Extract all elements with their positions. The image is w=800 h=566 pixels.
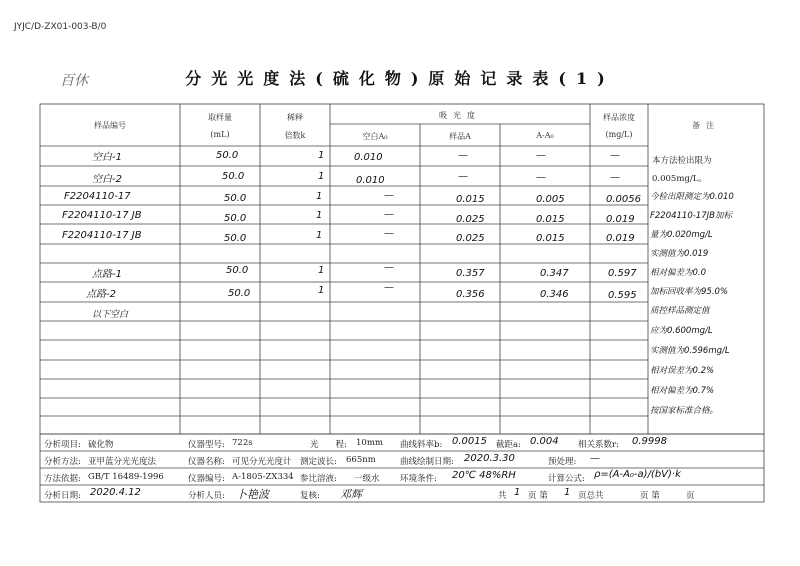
form-code: JYJC/D-ZX01-003-B/0: [14, 22, 107, 32]
footer-page-total: 1: [514, 487, 521, 498]
footer-reviewer-label: 复核:: [300, 491, 320, 501]
header-sample-vol-unit: (mL): [210, 130, 230, 139]
footer-item-value: 硫化物: [88, 440, 114, 450]
row-3-diff: 0.005: [536, 194, 565, 205]
footer-method-value: 亚甲蓝分光光度法: [88, 457, 157, 467]
remark-line-9: 实测值为0.596mg/L: [650, 346, 730, 356]
row-3-conc: 0.0056: [606, 194, 641, 205]
row-2-vol: 50.0: [222, 171, 245, 182]
row-1-sample-id: 空白-1: [92, 152, 122, 163]
row-7-a: 0.356: [456, 289, 485, 300]
row-4-a: 0.025: [456, 214, 485, 225]
row-2-conc: —: [610, 172, 620, 183]
remark-line-12: 按国家标准合格。: [650, 406, 719, 416]
header-sample-a: 样品A: [449, 132, 471, 141]
footer-page-text-5: 页: [686, 491, 695, 501]
row-1-diff: —: [536, 150, 546, 161]
footer-instrument-name-label: 仪器名称:: [188, 457, 225, 467]
row-4-vol: 50.0: [224, 213, 247, 224]
header-a-minus-a0: A-A₀: [536, 131, 554, 140]
footer-basis-value: GB/T 16489-1996: [88, 472, 164, 482]
row-5-sample-id: F2204110-17 JB: [62, 230, 142, 241]
row-4-diff: 0.015: [536, 214, 565, 225]
row-2-k: 1: [318, 171, 325, 182]
row-5-a0: —: [384, 228, 394, 239]
remark-line-2: F2204110-17JB加标: [650, 211, 732, 221]
row-2-sample-id: 空白-2: [92, 174, 122, 185]
header-sample-no: 样品编号: [94, 121, 126, 130]
row-1-a0: 0.010: [354, 152, 383, 163]
row-6-sample-id: 点路-1: [92, 269, 122, 280]
footer-item-label: 分析项目:: [44, 440, 81, 450]
footer-intercept-label: 截距a:: [496, 440, 521, 450]
remark-line-6: 加标回收率为95.0%: [650, 287, 729, 297]
row-2-a0: 0.010: [356, 175, 385, 186]
row-6-diff: 0.347: [540, 268, 569, 279]
remark-line-4: 实测值为0.019: [650, 249, 709, 259]
row-4-conc: 0.019: [606, 214, 635, 225]
footer-analyst-label: 分析人员:: [188, 491, 225, 501]
footer-wavelength-value: 665nm: [346, 455, 376, 465]
row-2-diff: —: [536, 172, 546, 183]
footer-method-label: 分析方法:: [44, 457, 81, 467]
row-5-a: 0.025: [456, 233, 485, 244]
footer-pretreat-label: 预处理:: [548, 457, 577, 467]
footer-page-current: 1: [564, 487, 571, 498]
row-1-k: 1: [318, 150, 325, 161]
row-8-sample-id: 以下空白: [92, 310, 129, 320]
remark-line-7: 质控样品测定值: [650, 306, 710, 316]
footer-instrument-name-value: 可见分光光度计: [232, 457, 292, 467]
footer-curve-date-label: 曲线绘制日期:: [400, 457, 454, 467]
footer-corr-value: 0.9998: [632, 436, 667, 447]
header-sample-vol: 取样量: [208, 113, 232, 122]
footer-formula-value: ρ=(A-A₀-a)/(bV)·k: [594, 469, 681, 480]
header-absorbance: 吸光度: [439, 111, 481, 120]
row-5-vol: 50.0: [224, 233, 247, 244]
footer-page-text-3: 页总共: [578, 491, 604, 501]
row-7-vol: 50.0: [228, 288, 251, 299]
header-remarks: 备注: [692, 121, 720, 130]
remarks-printed: 本方法检出限为0.005mg/L。: [652, 156, 712, 184]
row-6-vol: 50.0: [226, 265, 249, 276]
footer-ref-label: 参比溶液:: [300, 474, 337, 484]
remark-line-10: 相对误差为0.2%: [650, 366, 715, 376]
footer-instrument-no-label: 仪器编号:: [188, 474, 225, 484]
remark-line-5: 相对偏差为0.0: [650, 268, 707, 278]
row-3-a0: —: [384, 190, 394, 201]
row-6-a: 0.357: [456, 268, 485, 279]
footer-page-text-4: 页 第: [640, 491, 660, 501]
row-4-k: 1: [316, 210, 323, 221]
stamp-mark: 百休: [60, 73, 88, 89]
row-1-conc: —: [610, 150, 620, 161]
row-6-conc: 0.597: [608, 268, 637, 279]
row-4-a0: —: [384, 209, 394, 220]
remark-line-1: 今检出限测定为0.010: [650, 192, 734, 202]
footer-instrument-model-label: 仪器型号:: [188, 440, 225, 450]
remark-line-3: 量为0.020mg/L: [650, 230, 713, 240]
footer-corr-label: 相关系数r:: [578, 440, 619, 450]
header-conc-unit: (mg/L): [605, 130, 633, 139]
row-3-vol: 50.0: [224, 193, 247, 204]
footer-pretreat-value: —: [590, 453, 600, 464]
footer-env-value: 20℃ 48%RH: [452, 470, 516, 481]
row-3-k: 1: [316, 191, 323, 202]
footer-analyst-value: 卜艳波: [236, 488, 269, 501]
footer-date-value: 2020.4.12: [90, 487, 141, 498]
remark-line-8: 应为0.600mg/L: [650, 326, 713, 336]
footer-reviewer-value: 邓辉: [340, 488, 362, 501]
row-3-a: 0.015: [456, 194, 485, 205]
header-dilution: 稀释: [287, 113, 303, 122]
footer-instrument-no-value: A-1805-ZX334: [232, 472, 294, 482]
footer-page-text-1: 共: [498, 491, 507, 501]
remark-line-11: 相对偏差为0.7%: [650, 386, 715, 396]
row-6-a0: —: [384, 262, 394, 273]
row-1-vol: 50.0: [216, 150, 239, 161]
row-1-a: —: [458, 150, 468, 161]
footer-instrument-model-value: 722s: [232, 438, 253, 448]
footer-env-label: 环境条件:: [400, 474, 437, 484]
footer-basis-label: 方法依据:: [44, 474, 81, 484]
row-4-sample-id: F2204110-17 JB: [62, 210, 142, 221]
footer-wavelength-label: 测定波长:: [300, 457, 337, 467]
footer-formula-label: 计算公式:: [548, 474, 585, 484]
row-7-conc: 0.595: [608, 290, 637, 301]
row-2-a: —: [458, 171, 468, 182]
row-7-sample-id: 点路-2: [86, 289, 116, 300]
page-title: 分光光度法(硫化物)原始记录表(1): [185, 69, 615, 88]
footer-slope-value: 0.0015: [452, 436, 487, 447]
row-7-diff: 0.346: [540, 289, 569, 300]
row-7-a0: —: [384, 282, 394, 293]
header-conc: 样品浓度: [603, 113, 635, 122]
row-3-sample-id: F2204110-17: [64, 191, 131, 202]
row-5-k: 1: [316, 230, 323, 241]
footer-ref-value: 一级水: [354, 474, 380, 484]
row-6-k: 1: [318, 265, 325, 276]
row-5-conc: 0.019: [606, 233, 635, 244]
header-dilution-k: 倍数k: [284, 131, 306, 140]
footer-curve-date-value: 2020.3.30: [464, 453, 515, 464]
footer-path-label: 光 程:: [310, 440, 347, 450]
footer-path-value: 10mm: [356, 438, 383, 448]
row-5-diff: 0.015: [536, 233, 565, 244]
footer-page-text-2: 页 第: [528, 491, 548, 501]
footer-slope-label: 曲线斜率b:: [400, 440, 443, 450]
header-blank: 空白A₀: [362, 132, 388, 141]
footer-date-label: 分析日期:: [44, 491, 81, 501]
row-7-k: 1: [318, 285, 325, 296]
footer-intercept-value: 0.004: [530, 436, 559, 447]
